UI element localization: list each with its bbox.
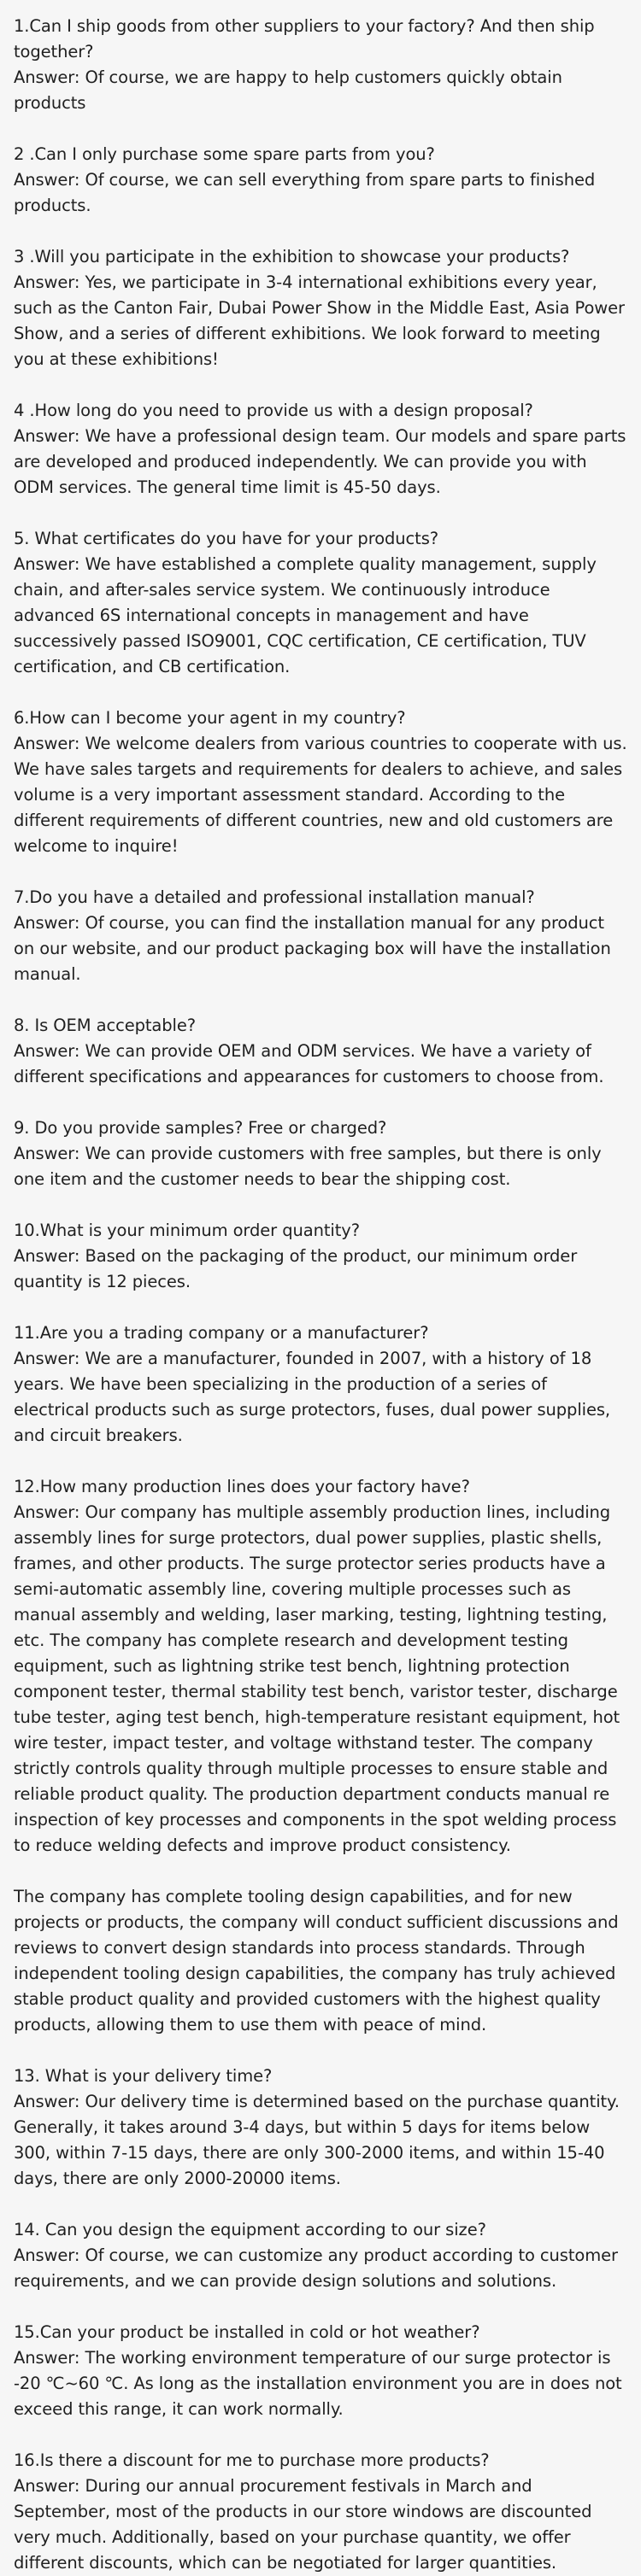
faq-answer: Answer: During our annual procurement festivals in March and September, most of the products in our store windows are discounted very much. Additionally, based on your purchase quantity, we offer different discounts, which can be negotiated for larger quantities. xyxy=(14,2476,592,2573)
faq-question: 12.How many production lines does your factory have? xyxy=(14,1477,470,1496)
faq-answer: Answer: We welcome dealers from various countries to cooperate with us. We have sales targets and requirements for dealers to achieve, and sales volume is a very important assessment standard. According to the different requirements of different countries, new and old customers are welcome to inquire! xyxy=(14,734,627,856)
faq-question: 4 .How long do you need to provide us with a design proposal? xyxy=(14,401,533,420)
faq-item xyxy=(14,705,627,859)
faq-answer: Answer: Our delivery time is determined based on the purchase quantity. Generally, it takes around 3-4 days, but within 5 days for items below 300, within 7-15 days, there are only 300-2000 items, and within 15-40 days, there are only 2000-20000 items. xyxy=(14,2092,620,2188)
faq-item xyxy=(14,2448,627,2576)
faq-question: 1.Can I ship goods from other suppliers to your factory? And then ship together? xyxy=(14,16,595,61)
faq-answer: Answer: We can provide OEM and ODM services. We have a variety of different specifications and appearances for customers to choose from. xyxy=(14,1041,604,1086)
faq-item xyxy=(14,14,627,116)
faq-answer: Answer: We have established a complete quality management, supply chain, and after-sales service system. We continuously introduce advanced 6S international concepts in management and have successively passed ISO9001, CQC certification, CE certification, TUV certification, and CB certification. xyxy=(14,554,597,676)
paragraph-gap xyxy=(14,1859,627,1884)
faq-answer: Answer: Of course, we can customize any product according to customer requirements, and we can provide design solutions and solutions. xyxy=(14,2245,618,2291)
faq-question: 13. What is your delivery time? xyxy=(14,2066,273,2086)
faq-question: 16.Is there a discount for me to purchase more products? xyxy=(14,2450,490,2470)
faq-item xyxy=(14,885,627,987)
faq-item xyxy=(14,1115,627,1192)
faq-answer: Answer: Our company has multiple assembly production lines, including assembly lines for surge protectors, dual power supplies, plastic shells, frames, and other products. The surge protector series products have a semi-automatic assembly line, covering multiple processes such as manual assembly and welding, laser marking, testing, lightning testing, etc. The company has complete research and development testing equipment, such as lightning strike test bench, lightning protection component tester, thermal stability test bench, varistor tester, discharge tube tester, aging test bench, high-temperature resistant equipment, hot wire tester, impact tester, and voltage withstand tester. The company strictly controls quality through multiple processes to ensure stable and reliable product quality. The production department conducts manual re inspection of key processes and components in the spot welding process to reduce welding defects and improve product consistency. xyxy=(14,1502,620,1855)
faq-answer: Answer: We have a professional design team. Our models and spare parts are developed and produced independently. We can provide you with ODM services. The general time limit is 45-50 days. xyxy=(14,426,626,497)
faq-answer: Answer: Based on the packaging of the product, our minimum order quantity is 12 pieces. xyxy=(14,1246,578,1291)
faq-question: 3 .Will you participate in the exhibition to showcase your products? xyxy=(14,247,570,266)
faq-question: 10.What is your minimum order quantity? xyxy=(14,1221,360,1240)
faq-item xyxy=(14,398,627,501)
faq-answer: Answer: Of course, you can find the installation manual for any product on our website, and our product packaging box will have the installation manual. xyxy=(14,913,611,984)
faq-item xyxy=(14,2217,627,2294)
faq-item xyxy=(14,2320,627,2422)
faq-question: 15.Can your product be installed in cold or hot weather? xyxy=(14,2322,480,2342)
faq-answer: Answer: Of course, we are happy to help customers quickly obtain products xyxy=(14,67,562,113)
faq-question: 7.Do you have a detailed and professional installation manual? xyxy=(14,887,535,907)
faq-item xyxy=(14,244,627,372)
faq-question: 6.How can I become your agent in my country? xyxy=(14,708,406,728)
faq-item xyxy=(14,1218,627,1295)
faq-answer: Answer: The working environment temperature of our surge protector is -20 ℃~60 ℃. As long as the installation environment you are in does not exceed this range, it can work normally. xyxy=(14,2348,622,2419)
faq-answer: Answer: Of course, we can sell everything from spare parts to finished products. xyxy=(14,170,596,215)
faq-item xyxy=(14,2064,627,2192)
faq-question: 9. Do you provide samples? Free or charged? xyxy=(14,1118,387,1138)
faq-item xyxy=(14,1474,627,2038)
faq-answer: The company has complete tooling design capabilities, and for new projects or products, the company will conduct sufficient discussions and reviews to convert design standards into process standards. Through independent tooling design capabilities, the company has truly achieved stable product quality and provided customers with the highest quality products, allowing them to use them with peace of mind. xyxy=(14,1887,619,2034)
faq-answer: Answer: We can provide customers with free samples, but there is only one item and the customer needs to bear the shipping cost. xyxy=(14,1144,602,1189)
faq-item xyxy=(14,1320,627,1449)
faq-answer: Answer: We are a manufacturer, founded in 2007, with a history of 18 years. We have been specializing in the production of a series of electrical products such as surge protectors, fuses, dual power supplies, and circuit breakers. xyxy=(14,1349,611,1445)
faq-item xyxy=(14,526,627,680)
faq-item xyxy=(14,1013,627,1090)
faq-question: 11.Are you a trading company or a manufacturer? xyxy=(14,1323,429,1343)
faq-question: 2 .Can I only purchase some spare parts from you? xyxy=(14,144,435,164)
faq-question: 8. Is OEM acceptable? xyxy=(14,1016,197,1035)
faq-item xyxy=(14,142,627,219)
faq-question: 14. Can you design the equipment according to our size? xyxy=(14,2220,486,2239)
faq-question: 5. What certificates do you have for your products? xyxy=(14,529,439,548)
faq-answer: Answer: Yes, we participate in 3-4 international exhibitions every year, such as the Canton Fair, Dubai Power Show in the Middle East, Asia Power Show, and a series of different exhibitions. We look forward to meeting you at these exhibitions! xyxy=(14,272,625,369)
